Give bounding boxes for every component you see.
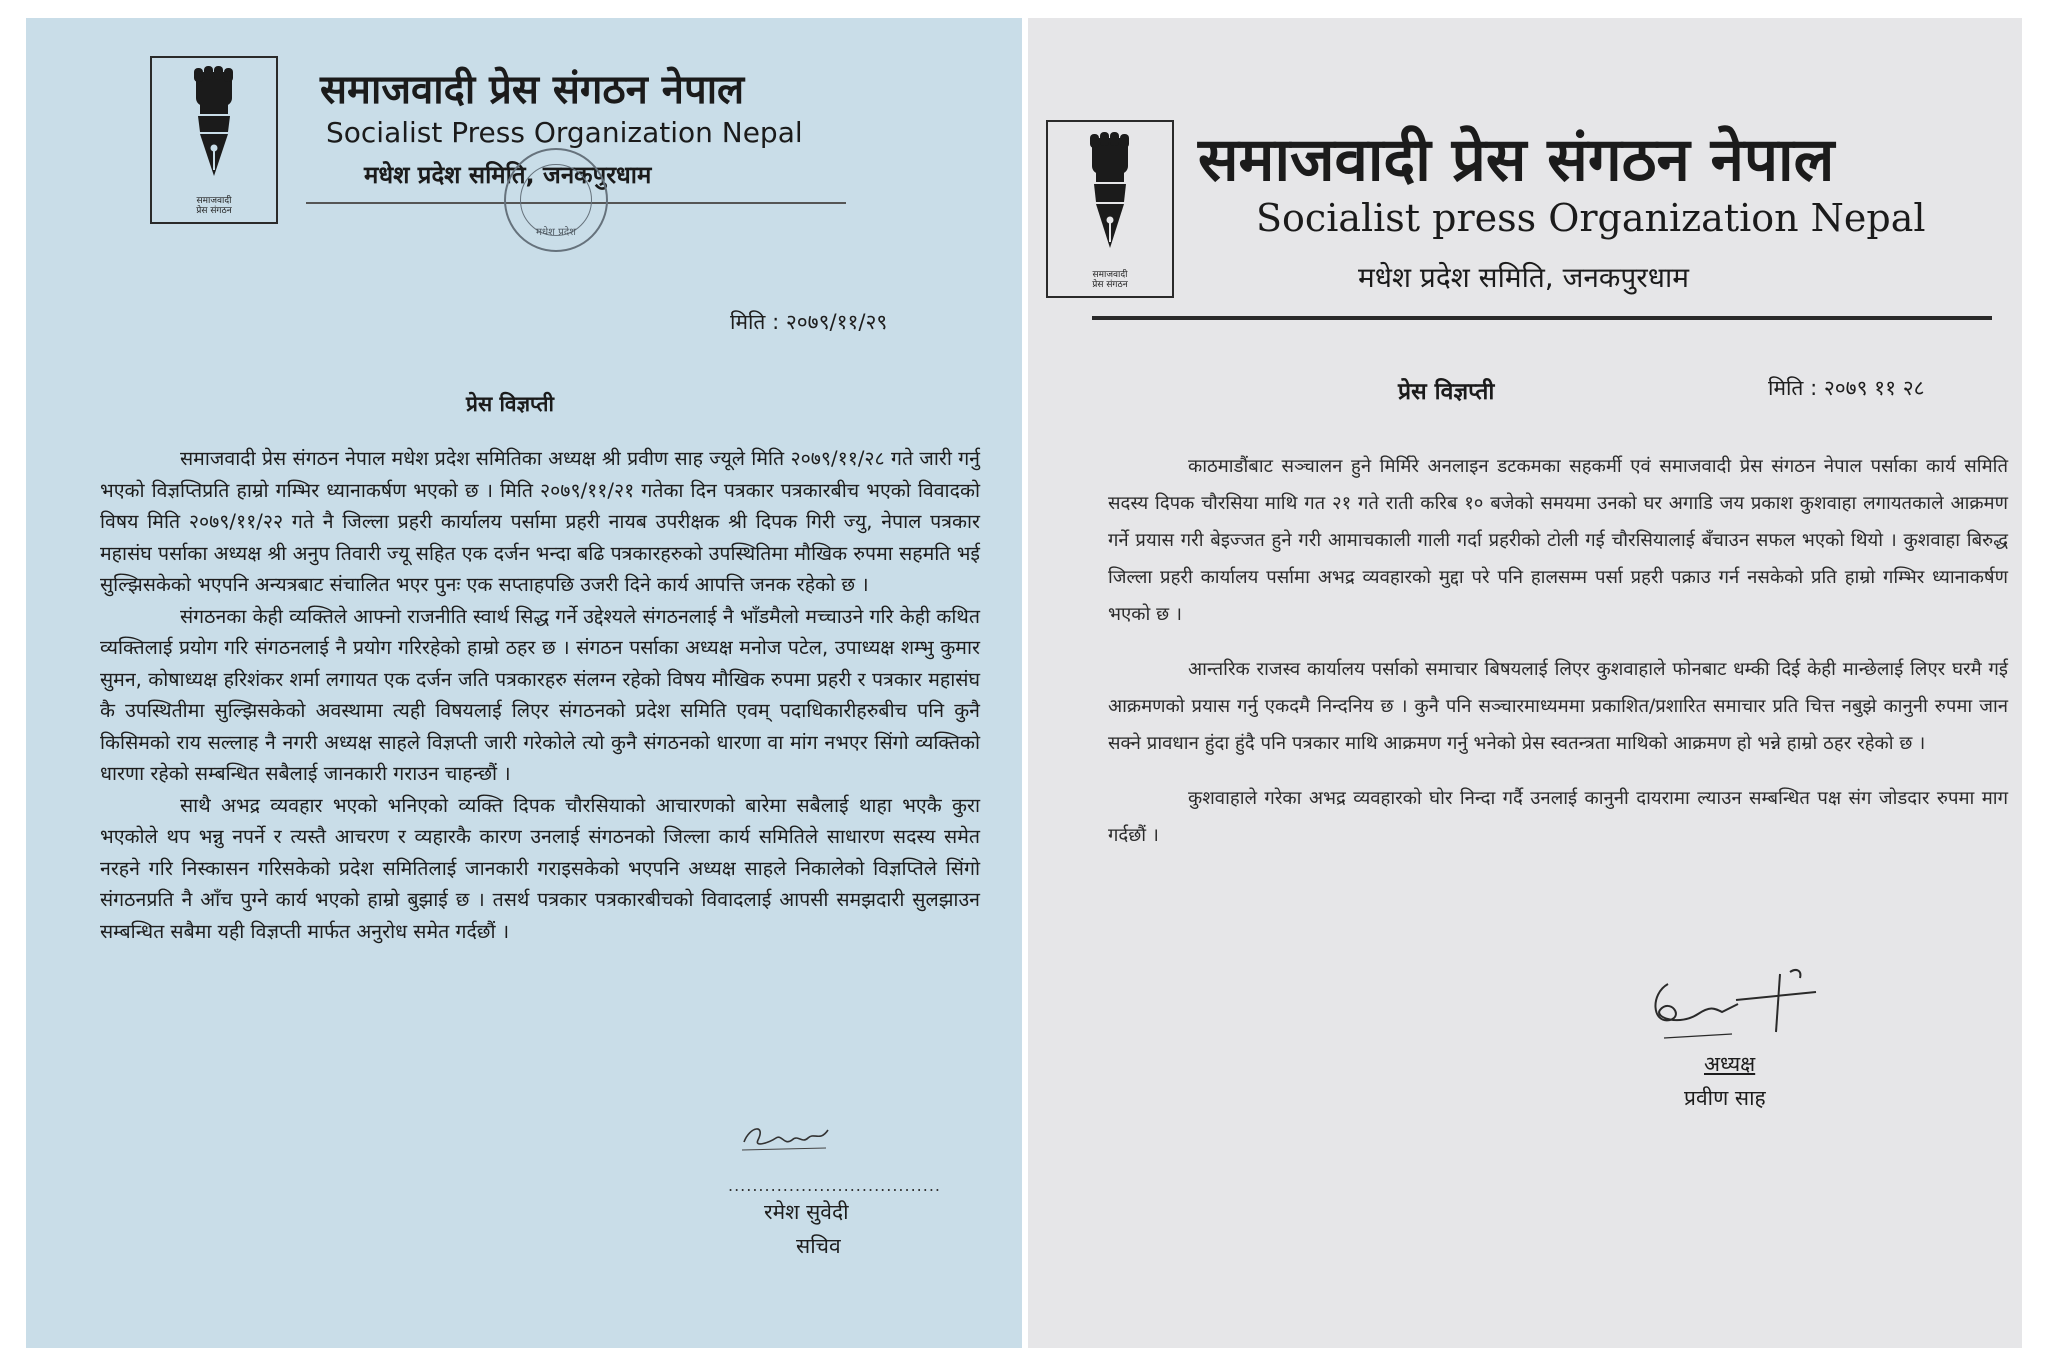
signature-line: ................................... [728, 1176, 942, 1195]
body-paragraph: संगठनका केही व्यक्तिले आफ्नो राजनीति स्वार्थ सिद्ध गर्ने उद्देश्यले संगठनलाई नै भाँडमैलो मच्चाउने गरि केही कथित व्यक्तिलाई प्रयोग गरि संगठनलाई नै प्रयोग गरिरहेको हाम्रो ठहर छ । संगठन पर्साका अध्यक्ष मनोज पटेल, उपाध्यक्ष शम्भु कुमार सुमन, कोषाध्यक्ष हरिशंकर शर्मा लगायत एक दर्जन जति पत्रकारहरु संलग्न रहेको विषय मौखिक रुपमा प्रहरी र पत्रकार महासंघ कै उपस्थितीमा सुल्झिसकेको अवस्थामा त्यही विषयलाई लिएर संगठनको प्रदेश समिति एवम् पदाधिकारीहरुबीच पनि कुनै किसिमको राय सल्लाह नै नगरी अध्यक्ष साहले विज्ञप्ती जारी गरेकोले त्यो कुनै संगठनको धारणा वा मांग नभएर सिंगो व्यक्तिको धारणा रहेको सम्बन्धित सबैलाई जानकारी गराउन चाहन्छौं । [100, 604, 980, 785]
letter-body [1108, 448, 2008, 872]
org-name-nepali: समाजवादी प्रेस संगठन नेपाल [320, 67, 745, 113]
stamp-text: मधेश प्रदेश [536, 227, 576, 238]
body-paragraph: समाजवादी प्रेस संगठन नेपाल मधेश प्रदेश समितिका अध्यक्ष श्री प्रवीण साह ज्यूले मिति २०७९/११/२८ गते जारी गर्नु भएको विज्ञप्तिप्रति हाम्रो गम्भिर ध्यानाकर्षण भएको छ । मिति २०७९/११/२१ गतेका दिन पत्रकार पत्रकारबीच भएको विवादको विषय मिति २०७९/११/२२ गते नै जिल्ला प्रहरी कार्यालय पर्सामा प्रहरी नायब उपरीक्षक श्री दिपक गिरी ज्यु, नेपाल पत्रकार महासंघ पर्साका अध्यक्ष श्री अनुप तिवारी ज्यू सहित एक दर्जन भन्दा बढि पत्रकारहरुको उपस्थितिमा मौखिक रुपमा सहमति भई सुल्झिसकेको भएपनि अन्यत्रबाट संचालित भएर पुनः एक सप्ताहपछि उजरी दिने कार्य आपत्ति जनक रहेको छ । [100, 447, 980, 596]
left-letter-page [26, 18, 1022, 1348]
org-name-english: Socialist Press Organization Nepal [326, 116, 803, 149]
right-letter-page [1028, 18, 2022, 1348]
letter-body [100, 443, 980, 947]
official-stamp [504, 148, 608, 252]
body-paragraph: साथै अभद्र व्यवहार भएको भनिएको व्यक्ति दिपक चौरसियाको आचारणको बारेमा सबैलाई थाहा भएकै कुरा भएकोले थप भन्नु नपर्ने र त्यस्तै आचरण र व्यहारकै कारण उनलाई संगठनको जिल्ला कार्य समितिले साधारण सदस्य समेत नरहने गरि निस्कासन गरिसकेको प्रदेश समितिलाई जानकारी गराइसकेको भएपनि अध्यक्ष साहले निकालेको विज्ञप्तिले सिंगो संगठनप्रति नै आँच पुग्ने कार्य भएको हाम्रो बुझाई छ । तसर्थ पत्रकार पत्रकारबीचको विवादलाई आपसी समझदारी सुलझाउन सम्बन्धित सबैमा यही विज्ञप्ती मार्फत अनुरोध समेत गर्दछौं । [100, 793, 980, 943]
org-name-nepali: समाजवादी प्रेस संगठन नेपाल [1198, 125, 1835, 195]
org-subtitle: मधेश प्रदेश समिति, जनकपुरधाम [1358, 261, 1689, 294]
logo-caption: समाजवादी प्रेस संगठन [196, 196, 232, 216]
signatory-name: प्रवीण साह [1684, 1086, 1766, 1110]
signatory-role: अध्यक्ष [1704, 1052, 1756, 1076]
letter-date: मिति : २०७९/११/२९ [730, 310, 888, 334]
signatory-name: रमेश सुवेदी [764, 1200, 849, 1224]
president-signature [1640, 954, 1860, 1054]
left-org-logo [150, 56, 278, 224]
header-rule [1092, 316, 1992, 320]
logo-caption: समाजवादी प्रेस संगठन [1092, 270, 1128, 290]
secretary-signature [736, 1112, 836, 1162]
letter-title: प्रेस विज्ञप्ती [1398, 379, 1495, 405]
org-name-english: Socialist press Organization Nepal [1256, 196, 1926, 240]
org-subtitle: मधेश प्रदेश समिति, जनकपुरधाम [364, 161, 652, 189]
letter-title: प्रेस विज्ञप्ती [466, 392, 554, 416]
letter-date: मिति : २०७९ ११ २८ [1768, 376, 1925, 400]
body-paragraph: काठमाडौंबाट सञ्चालन हुने मिर्मिरे अनलाइन डटकमका सहकर्मी एवं समाजवादी प्रेस संगठन नेपाल पर्साका कार्य समिति सदस्य दिपक चौरसिया माथि गत २१ गते राती करिब १० बजेको समयमा उनको घर अगाडि जय प्रकाश कुशवाहा लगायतकाले आक्रमण गर्ने प्रयास गरी बेइज्जत हुने गरी आमाचकाली गाली गर्दा प्रहरीको टोली गई चौरसियालाई बँचाउन सफल भएको थियो । कुशवाहा बिरुद्ध जिल्ला प्रहरी कार्यालय पर्सामा अभद्र व्यवहारको मुद्दा परे पनि हालसम्म पर्सा प्रहरी पक्राउ गर्न नसकेको प्रति हाम्रो गम्भिर ध्यानाकर्षण भएको छ । [1108, 456, 2008, 625]
signatory-role: सचिव [796, 1234, 841, 1258]
body-paragraph: आन्तरिक राजस्व कार्यालय पर्साको समाचार बिषयलाई लिएर कुशवाहाले फोनबाट धम्की दिई केही मान्छेलाई लिएर घरमै गई आक्रमणको प्रयास गर्नु एकदमै निन्दनिय छ । कुनै पनि सञ्चारमाध्यममा प्रकाशित/प्रशारित समाचार प्रति चित्त नबुझे कानुनी रुपमा जान सक्ने प्रावधान हुंदा हुंदै पनि पत्रकार माथि आक्रमण गर्नु भनेको प्रेस स्वतन्त्रता माथिको आक्रमण हो भन्ने हाम्रो ठहर रहेको छ । [1108, 659, 2008, 754]
body-paragraph: कुशवाहाले गरेका अभद्र व्यवहारको घोर निन्दा गर्दै उनलाई कानुनी दायरामा ल्याउन सम्बन्धित पक्ष संग जोडदार रुपमा माग गर्दछौं । [1108, 788, 2008, 846]
right-org-logo [1046, 120, 1174, 298]
